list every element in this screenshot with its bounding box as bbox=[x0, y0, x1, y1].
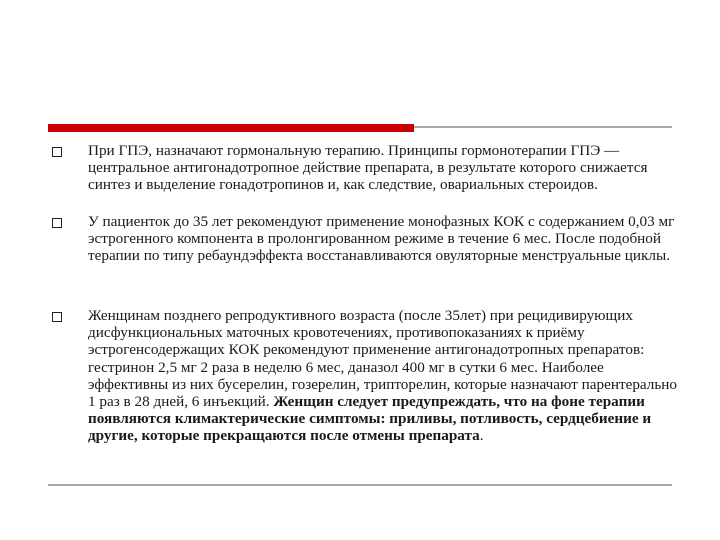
bullet-text: Женщинам позднего репродуктивного возраста (после 35лет) при рецидивирующих дисфункциональных маточных кровотечениях, противопоказаниях к приёму эстрогенсодержащих КОК рекомендуют применение антигонадотропных препаратов: гестринон 2,5 мг 2 раза в неделю 6 мес, даназол 400 мг в сутки 6 мес. Наиболее эффективны из них бусерелин, гозерелин, трипторелин, которые назначают парентерально 1 раз в 28 дней, 6 инъекций. bbox=[88, 307, 678, 411]
header-rule-red bbox=[48, 124, 414, 132]
footer-rule bbox=[48, 484, 672, 486]
bullet-bold-text: Женщин следует предупреждать, что на фоне терапии появляются климактерические симптомы: приливы, потливость, сердцебиение и другие, которые прекращаются после отмены препарата bbox=[88, 393, 652, 445]
square-bullet-icon bbox=[52, 312, 62, 322]
bullet-item-3 bbox=[88, 307, 678, 445]
bullet-end-text: . bbox=[479, 427, 484, 445]
bullet-text: У пациенток до 35 лет рекомендуют применение монофазных КОК с содержанием 0,03 мг эстрогенного компонента в пролонгированном режиме в течение 6 мес. После подобной терапии по типу ребаундэффекта восстанавливаются овуляторные менструальные циклы. bbox=[88, 213, 675, 265]
bullet-item-1 bbox=[88, 142, 678, 194]
bullet-text: При ГПЭ, назначают гормональную терапию. Принципы гормонотерапии ГПЭ — центральное антигонадотропное действие препарата, в результате которого снижается синтез и выделение гонадотропинов и, как следствие, овариальных стероидов. bbox=[88, 142, 648, 194]
bullet-item-2 bbox=[88, 213, 678, 265]
square-bullet-icon bbox=[52, 147, 62, 157]
square-bullet-icon bbox=[52, 218, 62, 228]
header-rule-gray bbox=[414, 126, 672, 128]
